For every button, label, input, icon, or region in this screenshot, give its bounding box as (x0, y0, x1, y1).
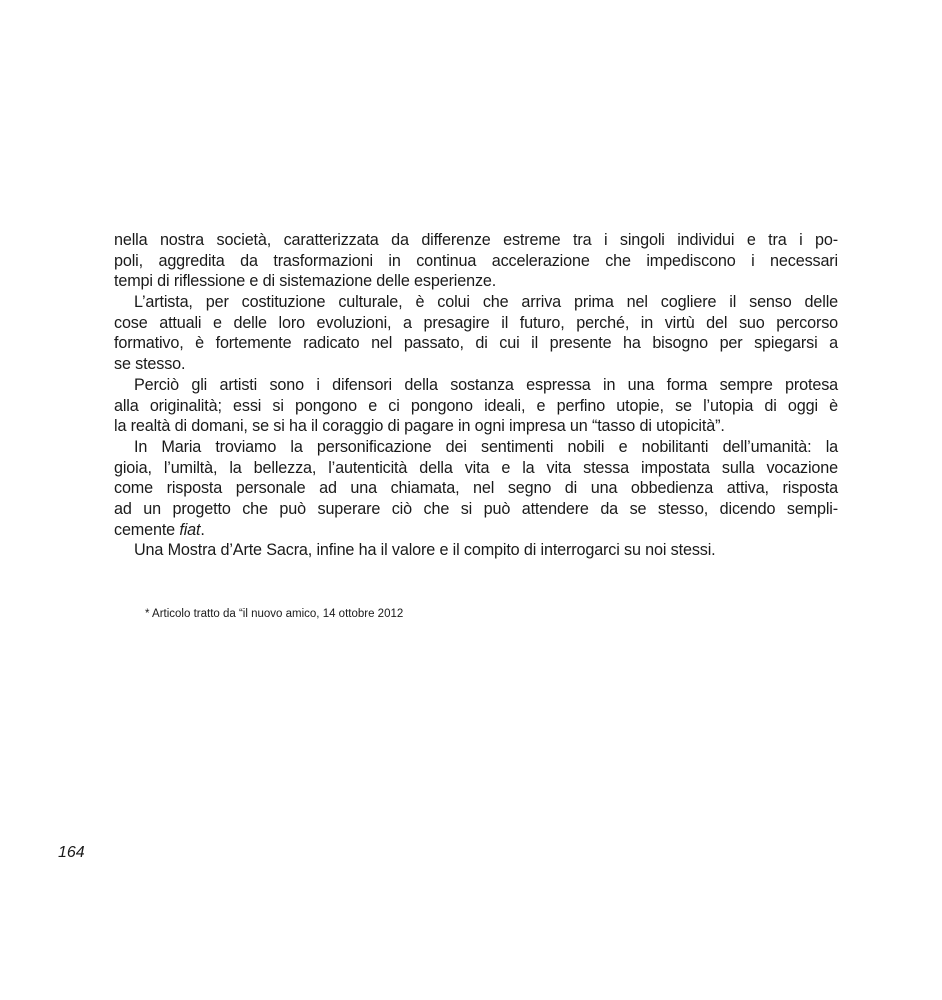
text-line: In Maria troviamo la personificazione dei sentimenti nobili e nobilitanti dell’umanità: la (134, 437, 838, 456)
text-line: Una Mostra d’Arte Sacra, infine ha il valore e il compito di interrogarci su noi stessi. (134, 541, 716, 560)
page-number: 164 (58, 844, 85, 861)
text-fragment: cemente (114, 520, 180, 539)
italic-word: fiat (179, 520, 201, 539)
text-line: formativo, è fortemente radicato nel passato, di cui il presente ha bisogno per spiegarsi a (114, 334, 838, 353)
footnote: * Articolo tratto da “il nuovo amico, 14 ottobre 2012 (145, 608, 404, 620)
text-line: L’artista, per costituzione culturale, è colui che arriva prima nel cogliere il senso delle (134, 293, 838, 312)
body-text (114, 230, 838, 561)
text-line: poli, aggredita da trasformazioni in continua accelerazione che impediscono i necessari (114, 251, 838, 270)
text-line: se stesso. (114, 355, 186, 374)
text-line: ad un progetto che può superare ciò che si può attendere da se stesso, dicendo sempli- (114, 499, 838, 518)
text-line: Perciò gli artisti sono i difensori della sostanza espressa in una forma sempre protesa (134, 375, 838, 394)
text-line: alla originalità; essi si pongono e ci pongono ideali, e perfino utopie, se l’utopia di oggi è (114, 396, 838, 415)
text-line: nella nostra società, caratterizzata da differenze estreme tra i singoli individui e tra i po- (114, 231, 838, 249)
text-line (114, 520, 838, 541)
text-line: cose attuali e delle loro evoluzioni, a presagire il futuro, perché, in virtù del suo percorso (114, 313, 838, 332)
text-line: come risposta personale ad una chiamata, nel segno di una obbedienza attiva, risposta (114, 479, 838, 498)
text-line: gioia, l’umiltà, la bellezza, l’autenticità della vita e la vita stessa impostata sulla vocazione (114, 458, 838, 477)
text-line: la realtà di domani, se si ha il coraggio di pagare in ogni impresa un “tasso di utopicità”. (114, 417, 725, 436)
text-fragment: . (200, 520, 205, 539)
text-line: tempi di riflessione e di sistemazione delle esperienze. (114, 272, 497, 291)
